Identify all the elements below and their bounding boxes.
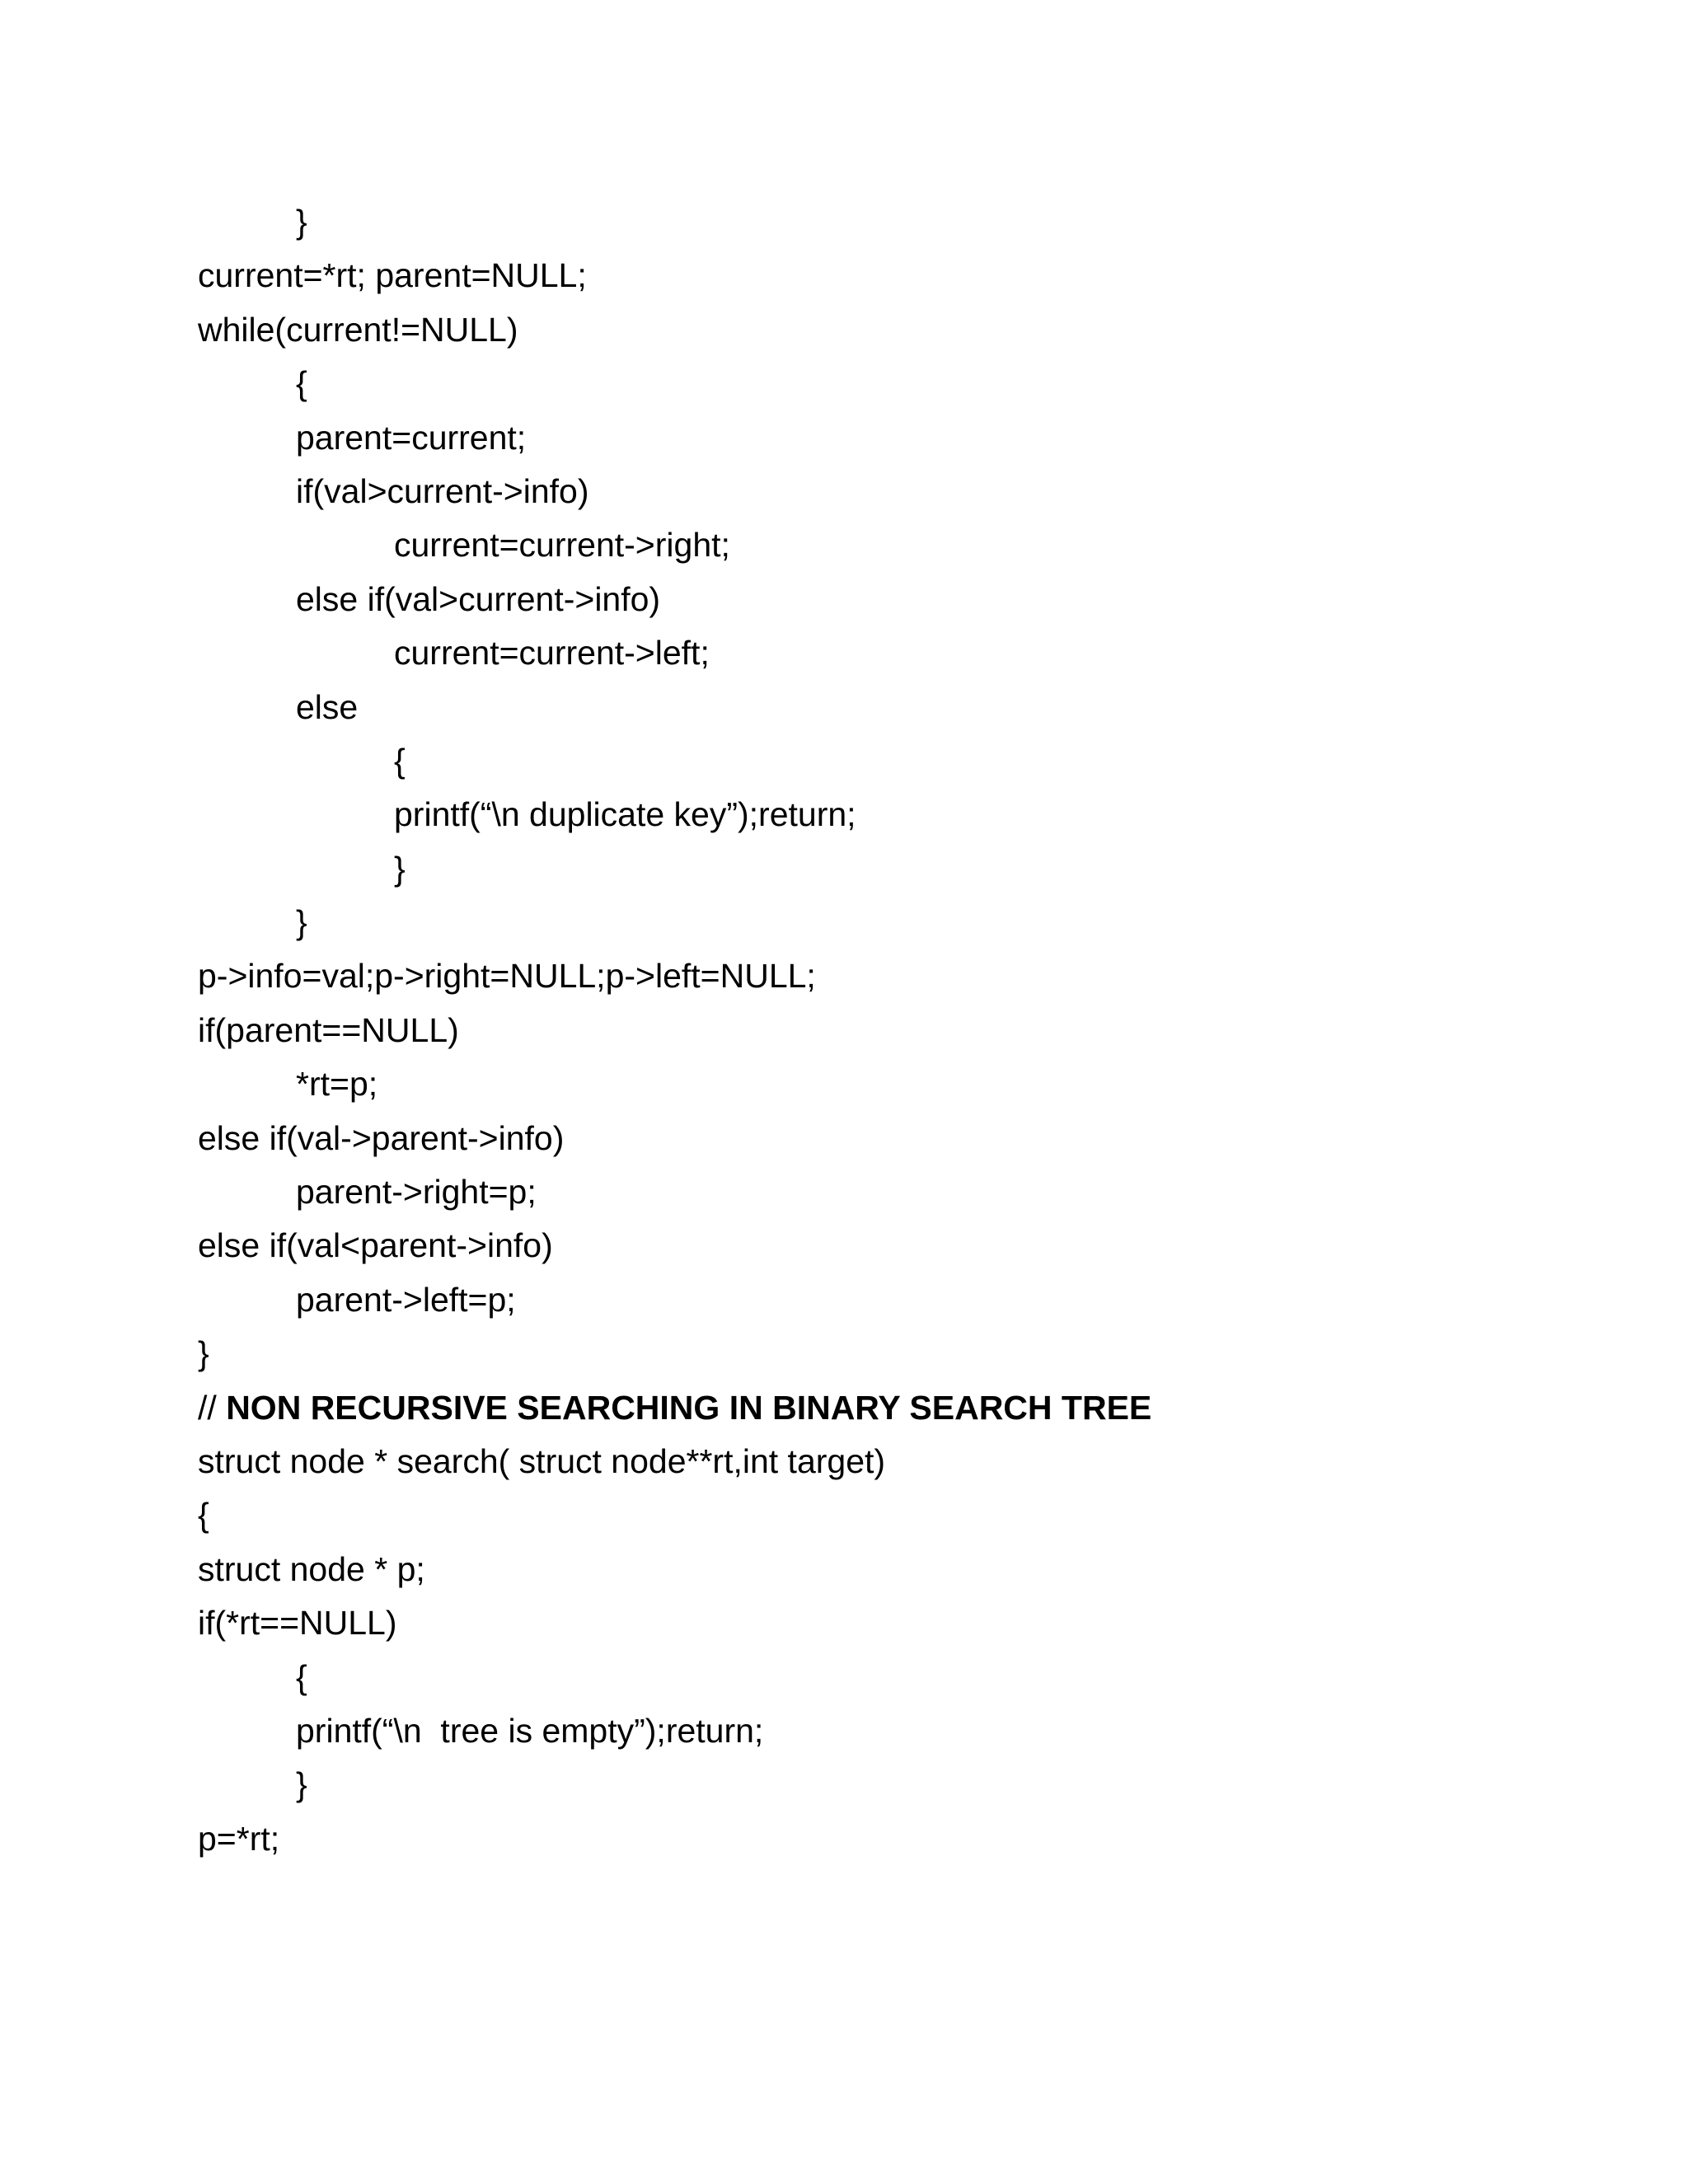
code-line: p->info=val;p->right=NULL;p->left=NULL;: [198, 957, 816, 996]
code-line: else if(val->parent->info): [198, 1118, 565, 1157]
section-comment: [198, 1381, 1517, 1435]
code-line: else if(val<parent->info): [198, 1226, 553, 1265]
code-line: {: [296, 364, 307, 403]
code-listing: [198, 195, 1517, 1866]
code-line: {: [394, 741, 406, 780]
code-line: struct node * p;: [198, 1549, 425, 1588]
comment-prefix: //: [198, 1388, 227, 1427]
code-line: else: [296, 687, 359, 726]
code-line: p=*rt;: [198, 1819, 280, 1858]
code-line: }: [296, 1765, 307, 1804]
code-line: }: [394, 849, 406, 888]
code-line: struct node * search( struct node**rt,int target): [198, 1441, 886, 1480]
code-line: parent->left=p;: [296, 1280, 516, 1319]
code-line: }: [296, 203, 307, 241]
section-heading: NON RECURSIVE SEARCHING IN BINARY SEARCH TREE: [226, 1388, 1152, 1427]
code-line: current=*rt; parent=NULL;: [198, 256, 587, 295]
code-line: }: [296, 903, 307, 942]
code-line: parent=current;: [296, 418, 527, 457]
code-line: if(val>current->info): [296, 471, 589, 510]
code-line: parent->right=p;: [296, 1173, 537, 1212]
code-line: printf(“\n tree is empty”);return;: [296, 1711, 764, 1750]
code-line: current=current->left;: [394, 634, 710, 673]
code-line: }: [198, 1334, 209, 1373]
code-line: {: [296, 1657, 307, 1696]
code-line: if(*rt==NULL): [198, 1604, 397, 1643]
code-line: *rt=p;: [296, 1065, 378, 1104]
code-line: while(current!=NULL): [198, 310, 518, 349]
code-line: else if(val>current->info): [296, 579, 661, 618]
code-line: current=current->right;: [394, 526, 730, 565]
code-line: {: [198, 1496, 209, 1535]
code-line: if(parent==NULL): [198, 1010, 459, 1049]
code-line: printf(“\n duplicate key”);return;: [394, 795, 856, 834]
